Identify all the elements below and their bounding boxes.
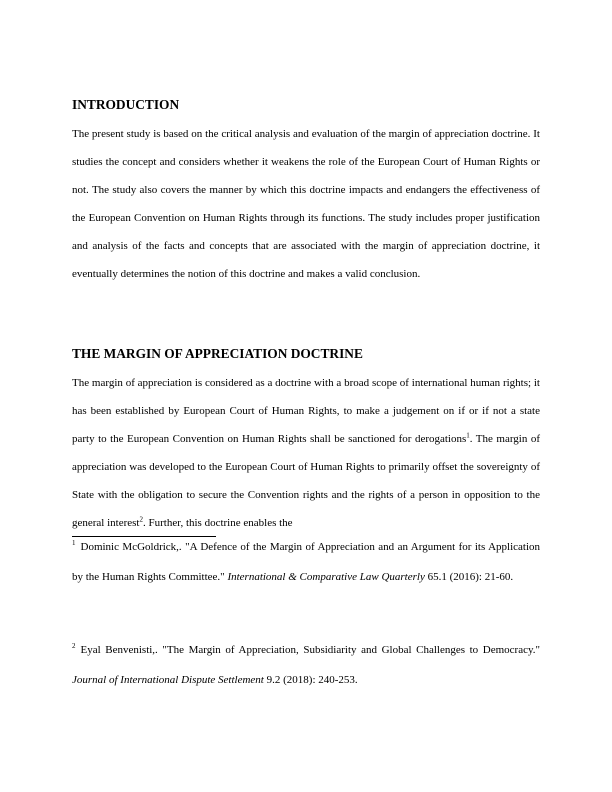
introduction-heading: INTRODUCTION: [72, 97, 180, 112]
introduction-section: [72, 97, 540, 113]
margin-section: [72, 346, 540, 362]
margin-paragraph-part2: . The margin of appreciation was developed to the European Court of Human Rights to primarily offset the sovereignty of State with the obligation to secure the Convention rights and the rights of a person in opposition to the general interest: [72, 433, 540, 529]
margin-paragraph-part3: . Further, this doctrine enables the: [143, 517, 293, 529]
footnote-1-text: Dominic McGoldrick,. "A Defence of the Margin of Appreciation and an Argument for its Application by the Human Rights Committee.": [72, 541, 540, 583]
footnote-1-citation: 65.1 (2016): 21-60.: [424, 571, 514, 583]
footnote-2-text: Eyal Benvenisti,. "The Margin of Appreciation, Subsidiarity and Global Challenges to Democracy.": [80, 644, 540, 656]
introduction-body: [72, 120, 540, 288]
margin-paragraph-part1: The margin of appreciation is considered as a doctrine with a broad scope of international human rights; it has been established by European Court of Human Rights, to make a judgement on if or if not a state party to the European Convention on Human Rights shall be sanctioned for derogations: [72, 377, 540, 445]
footnote-2-journal: Journal of International Dispute Settlement: [72, 674, 264, 686]
margin-body: [72, 369, 540, 537]
introduction-paragraph: The present study is based on the critical analysis and evaluation of the margin of appreciation doctrine. It studies the concept and considers whether it weakens the role of the European Court of Human Rights or not. The study also covers the manner by which this doctrine impacts and endangers the effectiveness of the European Convention on Human Rights through its functions. The study includes proper justification and analysis of the facts and concepts that are associated with the margin of appreciation doctrine, it eventually determines the notion of this doctrine and makes a valid conclusion.: [72, 128, 540, 280]
footnote-ref-2: 2: [139, 515, 143, 524]
footnote-2: [72, 635, 540, 695]
margin-paragraph: [72, 369, 540, 537]
footnote-1-number: 1: [72, 539, 76, 548]
footnote-2-number: 2: [72, 642, 76, 651]
footnote-ref-1: 1: [466, 431, 470, 440]
margin-heading: THE MARGIN OF APPRECIATION DOCTRINE: [72, 346, 363, 361]
footnote-1: [72, 532, 540, 592]
footnote-1-journal: International & Comparative Law Quarterly: [227, 571, 425, 583]
footnote-2-citation: 9.2 (2018): 240-253.: [263, 674, 358, 686]
